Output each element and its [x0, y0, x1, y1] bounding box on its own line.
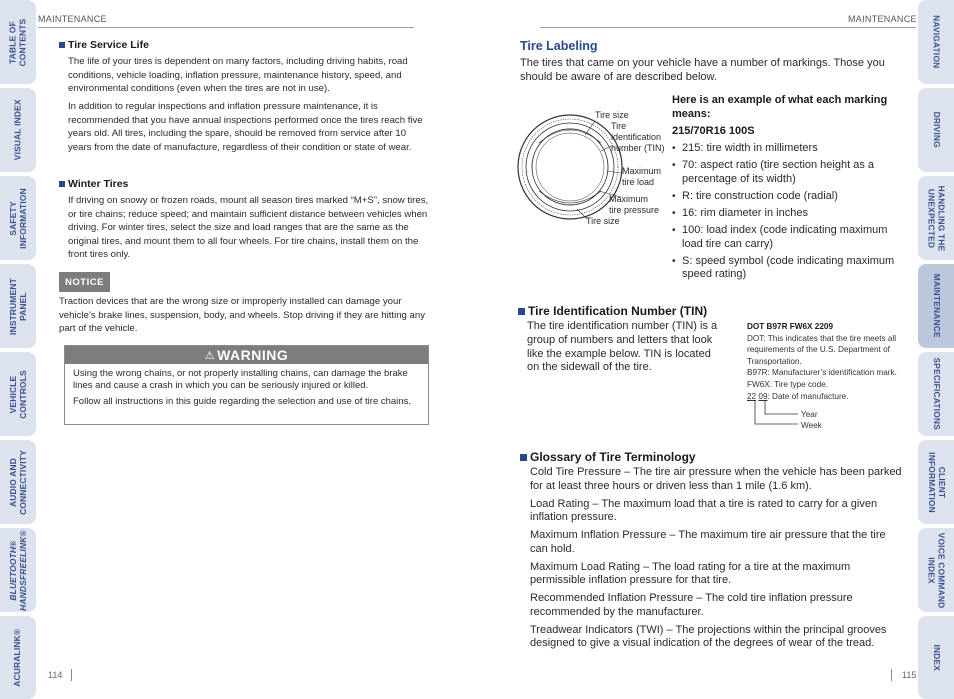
tin-fw6x: FW6X: Tire type code.	[747, 379, 828, 389]
tab-acuralink[interactable]	[0, 616, 36, 699]
warning-box	[64, 345, 429, 425]
tab-maintenance[interactable]	[918, 264, 954, 348]
tire-labeling-title: Tire Labeling	[520, 39, 598, 53]
page-number-divider	[71, 669, 72, 681]
callout-tire-size-top: Tire size	[595, 110, 629, 120]
tin-b97r: B97R: Manufacturer’s identification mark.	[747, 368, 897, 378]
tab-voice-command-index[interactable]	[918, 528, 954, 612]
tab-label: AUDIO AND CONNECTIVITY	[7, 449, 28, 515]
section-marker	[520, 454, 527, 461]
tire-marking-list	[672, 142, 902, 285]
warning-label: WARNING	[217, 347, 289, 363]
tab-label: VISUAL INDEX	[12, 99, 23, 161]
tab-label: HANDLING THE UNEXPECTED	[927, 185, 947, 251]
list-item: • 215: tire width in millimeters	[672, 142, 902, 156]
right-header-rule	[540, 27, 916, 28]
tin-year-label: Year	[801, 410, 818, 419]
tab-label: NAVIGATION	[931, 15, 942, 69]
warning-p2: Follow all instructions in this guide regarding the selection and use of tire chains.	[73, 395, 411, 407]
page-number-divider	[891, 669, 892, 681]
list-item: • S: speed symbol (code indicating maximum speed rating)	[672, 255, 902, 282]
left-page-header: MAINTENANCE	[38, 14, 107, 24]
tab-label: DRIVING	[931, 111, 942, 149]
tab-table-of-contents[interactable]	[0, 0, 36, 84]
section-marker	[59, 181, 65, 187]
callout-tin: Tire identification number (TIN)	[611, 121, 665, 153]
tab-instrument-panel[interactable]	[0, 264, 36, 348]
glossary-item: Load Rating – The maximum load that a tire is rated to carry for a given inflation pressure.	[530, 497, 878, 524]
right-page-header: MAINTENANCE	[848, 14, 917, 24]
right-page-number: 115	[902, 670, 917, 680]
notice-badge	[59, 272, 110, 292]
tab-label: SPECIFICATIONS	[931, 357, 942, 431]
tin-dot: DOT: This indicates that the tire meets all requirements of the U.S. Department of Transportation.	[747, 333, 897, 366]
glossary-item: Cold Tire Pressure – The tire air pressure when the vehicle has been parked for at least three hours or driven less than 1 mile (1.6 km).	[530, 466, 902, 492]
tab-driving[interactable]	[918, 88, 954, 172]
tab-handling-the-unexpected[interactable]	[918, 176, 954, 260]
tab-label: TABLE OF CONTENTS	[7, 18, 28, 66]
tin-text: The tire identification number (TIN) is a group of numbers and letters that look like the example below. TIN is located on the sidewall of the tire.	[527, 320, 718, 374]
glossary-heading	[520, 450, 696, 464]
tab-label: SAFETY INFORMATION	[7, 187, 28, 249]
callout-tire-size-bottom: Tire size	[586, 216, 620, 226]
tab-client-information[interactable]	[918, 440, 954, 524]
section-marker	[518, 308, 525, 315]
right-tab-column	[918, 0, 954, 699]
example-heading: Here is an example of what each marking means:	[672, 94, 888, 120]
callout-max-load: Maximum tire load	[622, 166, 662, 187]
list-item: • 100: load index (code indicating maximum load tire can carry)	[672, 224, 902, 251]
callout-max-pressure: Maximum tire pressure	[609, 194, 660, 215]
tin-date-part1: 22	[747, 391, 757, 401]
tab-label: CLIENT INFORMATION	[927, 451, 947, 513]
tab-label: INDEX	[931, 644, 942, 671]
left-page-number: 114	[48, 670, 63, 680]
tin-heading	[518, 304, 707, 318]
example-code: 215/70R16 100S	[672, 125, 755, 137]
tab-label: ACURALINK®	[12, 628, 23, 687]
tire-labeling-intro: The tires that came on your vehicle have a number of markings. Those you should be aware of are described below.	[520, 57, 885, 83]
tab-audio-and-connectivity[interactable]	[0, 440, 36, 524]
tab-visual-index[interactable]	[0, 88, 36, 172]
notice-text: Traction devices that are the wrong size or improperly installed can damage your vehicle’s brake lines, suspension, body, and wheels. Stop driving if they are hitting any part of the vehicle.	[59, 296, 426, 335]
list-item: • R: tire construction code (radial)	[672, 190, 902, 204]
list-item: • 16: rim diameter in inches	[672, 207, 902, 221]
tin-explanation	[747, 321, 909, 402]
tin-date-rest: : Date of manufacture.	[767, 391, 849, 401]
tin-date-bracket	[752, 400, 802, 430]
heading-text: Tire Service Life	[68, 39, 149, 51]
tin-date-part2: 09	[758, 391, 768, 401]
warning-header	[65, 346, 428, 364]
section-marker	[59, 42, 65, 48]
tab-label: MAINTENANCE	[931, 273, 942, 339]
tab-label: VEHICLE CONTROLS	[7, 369, 27, 419]
tab-label: VOICE COMMAND INDEX	[927, 532, 947, 608]
glossary-item: Maximum Inflation Pressure – The maximum tire air pressure that the tire can hold.	[530, 529, 886, 555]
tin-code: DOT B97R FW6X 2209	[747, 322, 833, 331]
warning-p1: Using the wrong chains, or not properly installing chains, can damage the brake lines and cause a crash in which you can be seriously injured or killed.	[73, 368, 408, 392]
heading-text: Tire Identification Number (TIN)	[528, 304, 708, 318]
glossary-item: Recommended Inflation Pressure – The cold tire inflation pressure recommended by the manufacturer.	[530, 592, 853, 618]
tab-bluetooth-handsfreelink[interactable]	[0, 528, 36, 612]
tab-label: BLUETOOTH® HANDSFREELINK®	[7, 529, 27, 611]
winter-tires-heading	[59, 178, 128, 190]
left-header-rule	[38, 27, 414, 28]
notice-label: NOTICE	[65, 276, 104, 288]
left-tab-column	[0, 0, 36, 699]
tin-week-label: Week	[801, 421, 822, 430]
tire-service-life-heading	[59, 39, 149, 51]
warning-icon: ⚠	[204, 349, 216, 362]
heading-text: Glossary of Tire Terminology	[530, 450, 696, 464]
glossary-list	[530, 466, 902, 655]
tab-label: INSTRUMENT PANEL	[7, 277, 27, 335]
tab-navigation[interactable]	[918, 0, 954, 84]
tire-service-life-p2: In addition to regular inspections and inflation pressure maintenance, it is recommended that you have annual inspections performed once the tires reach five years old. All tires, including the spare, should be removed from service after 10 years from the date of manufacture, regardless of their condition or state of wear.	[68, 101, 423, 153]
tire-service-life-p1: The life of your tires is dependent on many factors, including driving habits, road conditions, vehicle loading, inflation pressure, maintenance history, speed, and environmental conditions (even when the tires are not in use).	[68, 56, 408, 95]
glossary-item: Maximum Load Rating – The load rating for a tire at the maximum permissible inflation pressure for that tire.	[530, 560, 851, 587]
tab-index[interactable]	[918, 616, 954, 699]
tab-specifications[interactable]	[918, 352, 954, 436]
tab-vehicle-controls[interactable]	[0, 352, 36, 436]
list-item: • 70: aspect ratio (tire section height as a percentage of its width)	[672, 159, 902, 186]
glossary-item: Treadwear Indicators (TWI) – The projections within the principal grooves designed to give a visual indication of the degrees of wear of the tread.	[530, 623, 887, 650]
winter-tires-p1: If driving on snowy or frozen roads, mount all season tires marked “M+S”, snow tires, or tire chains; reduce speed; and maintain sufficient distance between vehicles when driving. For winter tires, select the size and load ranges that are the same as the original tires, and mount them to all four wheels. For tire chains, install them on the front tires only.	[68, 195, 429, 261]
tab-safety-information[interactable]	[0, 176, 36, 260]
heading-text: Winter Tires	[68, 178, 129, 190]
